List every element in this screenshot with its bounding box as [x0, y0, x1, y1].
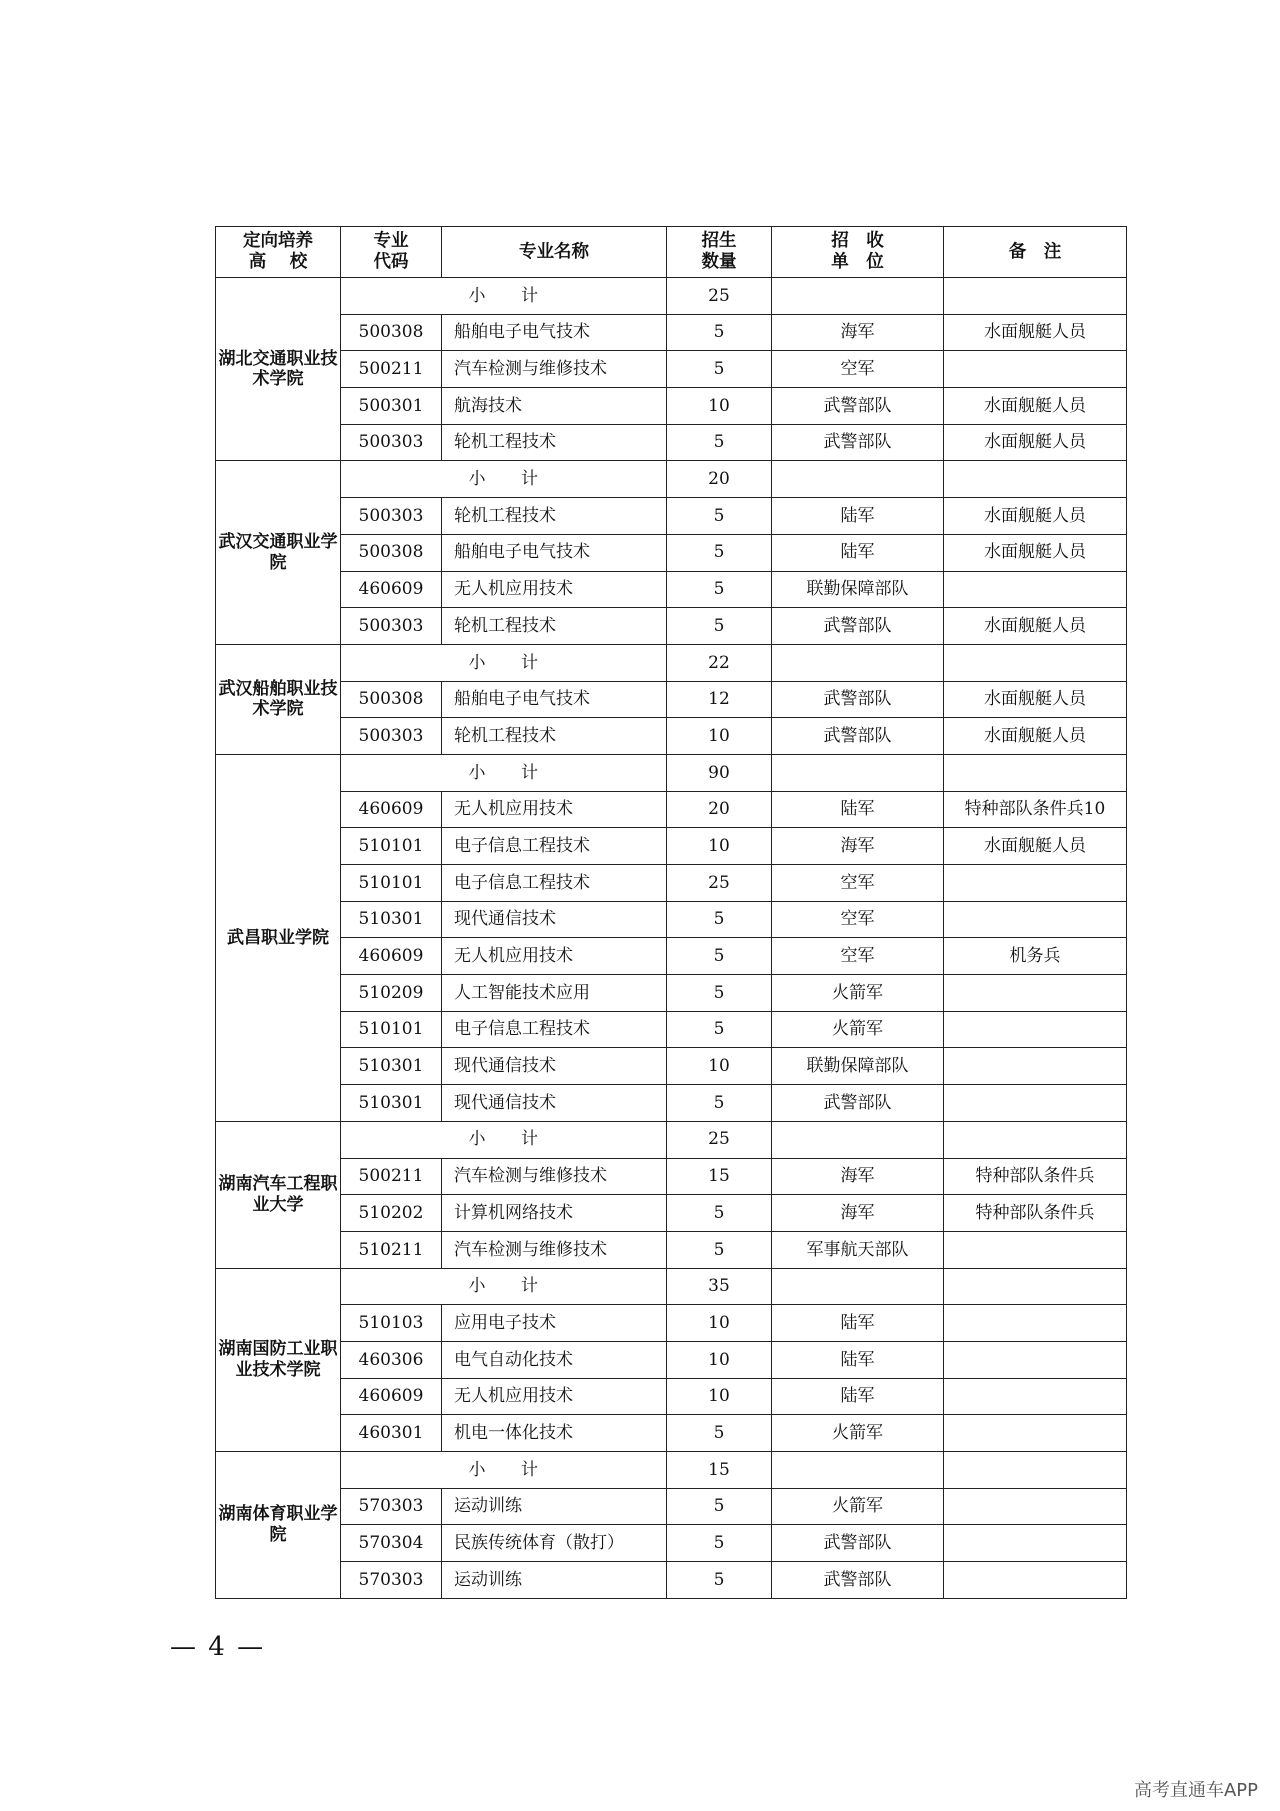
recruit-unit: 空军	[772, 938, 944, 975]
recruit-unit: 武警部队	[772, 608, 944, 645]
table-row	[216, 1562, 1127, 1599]
subtotal-note-empty	[944, 278, 1127, 315]
subtotal-row	[216, 1268, 1127, 1305]
table-row	[216, 938, 1127, 975]
enroll-quota: 10	[667, 1378, 772, 1415]
school-name: 湖北交通职业技术学院	[216, 278, 341, 461]
enroll-quota: 5	[667, 901, 772, 938]
table-header-row	[216, 227, 1127, 278]
recruit-unit: 空军	[772, 865, 944, 902]
header-code: 专业 代码	[341, 227, 442, 278]
table-row	[216, 975, 1127, 1012]
major-code: 510211	[341, 1231, 442, 1268]
major-code: 500303	[341, 424, 442, 461]
major-name: 无人机应用技术	[442, 791, 667, 828]
table-row	[216, 571, 1127, 608]
remark: 水面舰艇人员	[944, 828, 1127, 865]
enroll-quota: 10	[667, 1341, 772, 1378]
subtotal-row	[216, 278, 1127, 315]
subtotal-value: 90	[667, 754, 772, 791]
header-quota: 招生 数量	[667, 227, 772, 278]
subtotal-row	[216, 644, 1127, 681]
major-code: 570303	[341, 1562, 442, 1599]
enroll-quota: 10	[667, 1305, 772, 1342]
table-row	[216, 1048, 1127, 1085]
major-code: 460609	[341, 791, 442, 828]
major-name: 现代通信技术	[442, 1085, 667, 1122]
remark: 水面舰艇人员	[944, 608, 1127, 645]
remark: 水面舰艇人员	[944, 718, 1127, 755]
table-row	[216, 1378, 1127, 1415]
recruit-unit: 武警部队	[772, 1085, 944, 1122]
remark	[944, 865, 1127, 902]
major-name: 电子信息工程技术	[442, 865, 667, 902]
enroll-quota: 5	[667, 314, 772, 351]
recruit-unit: 联勤保障部队	[772, 1048, 944, 1085]
remark	[944, 1562, 1127, 1599]
major-code: 500303	[341, 718, 442, 755]
subtotal-value: 25	[667, 278, 772, 315]
remark	[944, 571, 1127, 608]
remark: 水面舰艇人员	[944, 314, 1127, 351]
enrollment-table	[215, 226, 1127, 1599]
major-code: 500301	[341, 388, 442, 425]
school-name: 武汉交通职业学院	[216, 461, 341, 644]
recruit-unit: 武警部队	[772, 1525, 944, 1562]
major-name: 汽车检测与维修技术	[442, 351, 667, 388]
table-row	[216, 534, 1127, 571]
table-row	[216, 828, 1127, 865]
enroll-quota: 5	[667, 975, 772, 1012]
enroll-quota: 12	[667, 681, 772, 718]
table-row	[216, 1341, 1127, 1378]
enroll-quota: 20	[667, 791, 772, 828]
major-name: 轮机工程技术	[442, 608, 667, 645]
header-name: 专业名称	[442, 227, 667, 278]
recruit-unit: 火箭军	[772, 1415, 944, 1452]
subtotal-value: 22	[667, 644, 772, 681]
major-name: 无人机应用技术	[442, 571, 667, 608]
table-row	[216, 1158, 1127, 1195]
recruit-unit: 陆军	[772, 1341, 944, 1378]
subtotal-label: 小 计	[341, 754, 667, 791]
subtotal-value: 35	[667, 1268, 772, 1305]
subtotal-note-empty	[944, 644, 1127, 681]
major-code: 460609	[341, 938, 442, 975]
remark	[944, 1488, 1127, 1525]
recruit-unit: 火箭军	[772, 1011, 944, 1048]
table-row	[216, 314, 1127, 351]
table-row	[216, 718, 1127, 755]
table-row	[216, 681, 1127, 718]
remark	[944, 1378, 1127, 1415]
major-name: 现代通信技术	[442, 901, 667, 938]
table-row	[216, 1488, 1127, 1525]
table-row	[216, 388, 1127, 425]
subtotal-row	[216, 461, 1127, 498]
subtotal-unit-empty	[772, 461, 944, 498]
remark	[944, 1085, 1127, 1122]
major-name: 电子信息工程技术	[442, 1011, 667, 1048]
watermark: 高考直通车APP	[1133, 1780, 1258, 1801]
recruit-unit: 火箭军	[772, 1488, 944, 1525]
table-row	[216, 1231, 1127, 1268]
recruit-unit: 海军	[772, 1195, 944, 1232]
remark: 特种部队条件兵	[944, 1158, 1127, 1195]
major-code: 570303	[341, 1488, 442, 1525]
enroll-quota: 5	[667, 1415, 772, 1452]
school-name: 武昌职业学院	[216, 754, 341, 1121]
remark	[944, 1011, 1127, 1048]
enroll-quota: 25	[667, 865, 772, 902]
major-name: 船舶电子电气技术	[442, 534, 667, 571]
table-row	[216, 1415, 1127, 1452]
major-name: 运动训练	[442, 1562, 667, 1599]
enroll-quota: 5	[667, 571, 772, 608]
header-school: 定向培养 高 校	[216, 227, 341, 278]
enroll-quota: 5	[667, 1231, 772, 1268]
subtotal-note-empty	[944, 1452, 1127, 1489]
subtotal-label: 小 计	[341, 461, 667, 498]
enroll-quota: 5	[667, 1525, 772, 1562]
subtotal-label: 小 计	[341, 644, 667, 681]
major-code: 570304	[341, 1525, 442, 1562]
recruit-unit: 陆军	[772, 791, 944, 828]
subtotal-label: 小 计	[341, 1452, 667, 1489]
table-row	[216, 791, 1127, 828]
table-row	[216, 498, 1127, 535]
recruit-unit: 空军	[772, 901, 944, 938]
major-code: 510202	[341, 1195, 442, 1232]
table-row	[216, 351, 1127, 388]
major-code: 510101	[341, 865, 442, 902]
subtotal-label: 小 计	[341, 1268, 667, 1305]
subtotal-unit-empty	[772, 1121, 944, 1158]
major-code: 500308	[341, 314, 442, 351]
remark	[944, 1415, 1127, 1452]
enroll-quota: 5	[667, 1195, 772, 1232]
major-name: 无人机应用技术	[442, 1378, 667, 1415]
subtotal-value: 15	[667, 1452, 772, 1489]
table-row	[216, 608, 1127, 645]
table-row	[216, 901, 1127, 938]
school-name: 湖南汽车工程职业大学	[216, 1121, 341, 1268]
remark: 水面舰艇人员	[944, 534, 1127, 571]
remark	[944, 1525, 1127, 1562]
major-code: 500211	[341, 351, 442, 388]
subtotal-unit-empty	[772, 754, 944, 791]
major-name: 轮机工程技术	[442, 498, 667, 535]
subtotal-unit-empty	[772, 1452, 944, 1489]
major-code: 510101	[341, 1011, 442, 1048]
major-code: 460609	[341, 571, 442, 608]
remark	[944, 1341, 1127, 1378]
school-name: 湖南体育职业学院	[216, 1452, 341, 1599]
major-code: 510209	[341, 975, 442, 1012]
recruit-unit: 武警部队	[772, 424, 944, 461]
enroll-quota: 5	[667, 1562, 772, 1599]
remark	[944, 1048, 1127, 1085]
major-code: 460306	[341, 1341, 442, 1378]
remark	[944, 351, 1127, 388]
table-row	[216, 1011, 1127, 1048]
recruit-unit: 陆军	[772, 1378, 944, 1415]
subtotal-unit-empty	[772, 278, 944, 315]
recruit-unit: 武警部队	[772, 1562, 944, 1599]
major-code: 500308	[341, 681, 442, 718]
page-number: — 4 —	[170, 1632, 266, 1662]
major-code: 510301	[341, 901, 442, 938]
table-row	[216, 865, 1127, 902]
remark: 水面舰艇人员	[944, 498, 1127, 535]
subtotal-value: 25	[667, 1121, 772, 1158]
subtotal-row	[216, 754, 1127, 791]
table-body	[216, 278, 1127, 1599]
major-code: 500303	[341, 498, 442, 535]
subtotal-note-empty	[944, 754, 1127, 791]
major-name: 计算机网络技术	[442, 1195, 667, 1232]
enroll-quota: 5	[667, 1011, 772, 1048]
major-code: 510301	[341, 1048, 442, 1085]
major-code: 460609	[341, 1378, 442, 1415]
table-row	[216, 1305, 1127, 1342]
major-name: 电子信息工程技术	[442, 828, 667, 865]
remark	[944, 1305, 1127, 1342]
enroll-quota: 10	[667, 1048, 772, 1085]
recruit-unit: 联勤保障部队	[772, 571, 944, 608]
recruit-unit: 陆军	[772, 1305, 944, 1342]
subtotal-unit-empty	[772, 644, 944, 681]
major-name: 轮机工程技术	[442, 718, 667, 755]
major-code: 510301	[341, 1085, 442, 1122]
table-row	[216, 1195, 1127, 1232]
subtotal-row	[216, 1452, 1127, 1489]
subtotal-unit-empty	[772, 1268, 944, 1305]
remark	[944, 901, 1127, 938]
major-name: 应用电子技术	[442, 1305, 667, 1342]
major-name: 民族传统体育（散打）	[442, 1525, 667, 1562]
remark: 特种部队条件兵	[944, 1195, 1127, 1232]
table-row	[216, 1525, 1127, 1562]
recruit-unit: 武警部队	[772, 388, 944, 425]
recruit-unit: 军事航天部队	[772, 1231, 944, 1268]
header-note: 备 注	[944, 227, 1127, 278]
recruit-unit: 武警部队	[772, 681, 944, 718]
table-row	[216, 424, 1127, 461]
enroll-quota: 5	[667, 498, 772, 535]
subtotal-note-empty	[944, 1268, 1127, 1305]
major-name: 运动训练	[442, 1488, 667, 1525]
major-code: 500211	[341, 1158, 442, 1195]
major-name: 轮机工程技术	[442, 424, 667, 461]
major-name: 人工智能技术应用	[442, 975, 667, 1012]
major-code: 500303	[341, 608, 442, 645]
recruit-unit: 武警部队	[772, 718, 944, 755]
recruit-unit: 海军	[772, 314, 944, 351]
major-name: 航海技术	[442, 388, 667, 425]
subtotal-label: 小 计	[341, 278, 667, 315]
subtotal-value: 20	[667, 461, 772, 498]
major-code: 500308	[341, 534, 442, 571]
enroll-quota: 10	[667, 828, 772, 865]
recruit-unit: 火箭军	[772, 975, 944, 1012]
major-name: 现代通信技术	[442, 1048, 667, 1085]
enroll-quota: 5	[667, 1085, 772, 1122]
subtotal-label: 小 计	[341, 1121, 667, 1158]
recruit-unit: 海军	[772, 1158, 944, 1195]
subtotal-row	[216, 1121, 1127, 1158]
enroll-quota: 5	[667, 608, 772, 645]
recruit-unit: 陆军	[772, 534, 944, 571]
recruit-unit: 海军	[772, 828, 944, 865]
remark	[944, 975, 1127, 1012]
enroll-quota: 5	[667, 424, 772, 461]
major-name: 汽车检测与维修技术	[442, 1231, 667, 1268]
remark: 水面舰艇人员	[944, 681, 1127, 718]
table-row	[216, 1085, 1127, 1122]
major-name: 电气自动化技术	[442, 1341, 667, 1378]
enroll-quota: 15	[667, 1158, 772, 1195]
enroll-quota: 10	[667, 718, 772, 755]
remark: 水面舰艇人员	[944, 388, 1127, 425]
major-name: 机电一体化技术	[442, 1415, 667, 1452]
major-code: 510103	[341, 1305, 442, 1342]
major-name: 船舶电子电气技术	[442, 314, 667, 351]
remark: 机务兵	[944, 938, 1127, 975]
major-code: 510101	[341, 828, 442, 865]
remark: 水面舰艇人员	[944, 424, 1127, 461]
subtotal-note-empty	[944, 461, 1127, 498]
enroll-quota: 5	[667, 1488, 772, 1525]
enroll-quota: 5	[667, 351, 772, 388]
major-name: 汽车检测与维修技术	[442, 1158, 667, 1195]
major-code: 460301	[341, 1415, 442, 1452]
enroll-quota: 5	[667, 534, 772, 571]
subtotal-note-empty	[944, 1121, 1127, 1158]
remark	[944, 1231, 1127, 1268]
school-name: 湖南国防工业职业技术学院	[216, 1268, 341, 1451]
enroll-quota: 5	[667, 938, 772, 975]
school-name: 武汉船舶职业技术学院	[216, 644, 341, 754]
remark: 特种部队条件兵10	[944, 791, 1127, 828]
enroll-quota: 10	[667, 388, 772, 425]
recruit-unit: 空军	[772, 351, 944, 388]
major-name: 无人机应用技术	[442, 938, 667, 975]
recruit-unit: 陆军	[772, 498, 944, 535]
header-unit: 招 收 单 位	[772, 227, 944, 278]
major-name: 船舶电子电气技术	[442, 681, 667, 718]
